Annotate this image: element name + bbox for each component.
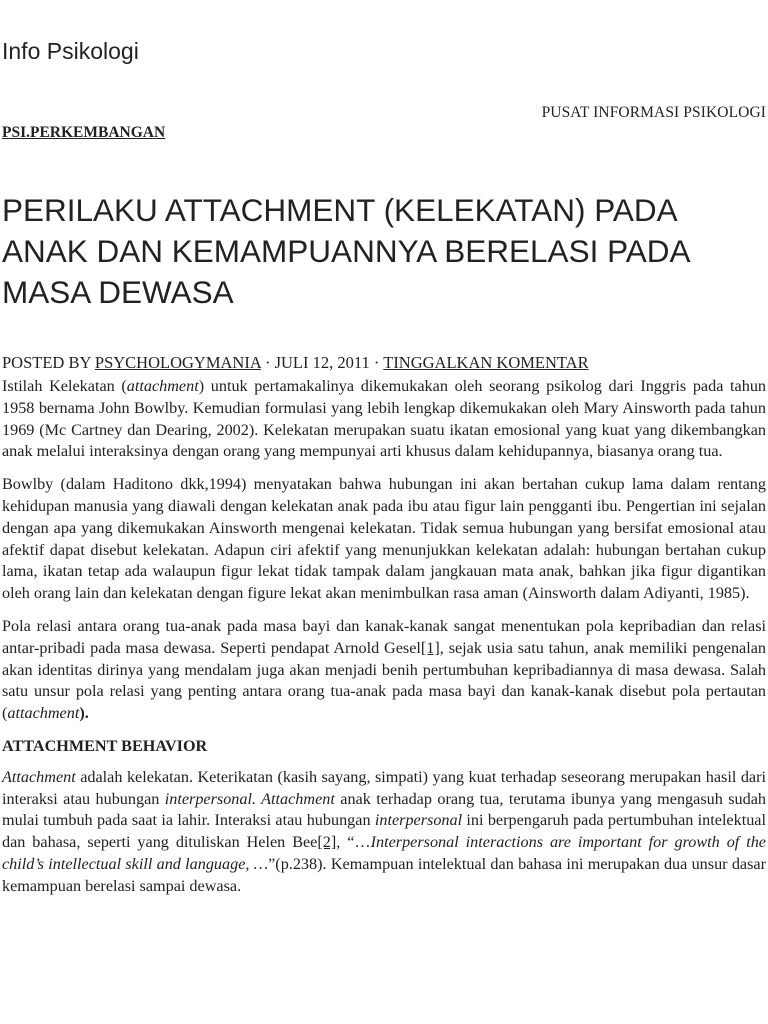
- text: ) untuk pertamakalinya dikemukakan oleh seorang psikolog dari Inggris pada tahun 1958 bernama John Bowlby. Kemudian formulasi yang lebih lengkap dikemukakan oleh Mary Ainsworth pada tahun 1969 (Mc Cartney dan Dearing, 2002). Kelekatan merupakan suatu ikatan emosional yang kuat yang dikembangkan anak melalui interaksinya dengan orang yang mempunyai arti khusus dalam kehidupannya, biasanya orang tua.: [2, 377, 767, 461]
- text: ).: [79, 704, 89, 723]
- post-meta: [2, 353, 589, 373]
- post-content: [2, 376, 766, 910]
- paragraph-3: [2, 616, 766, 725]
- text: anak terhadap orang tua, terutama ibunya yang mengasuh sudah mulai tumbuh pada saat ia lahir. Interaksi atau hubungan: [2, 789, 766, 830]
- text: , sejak usia satu tahun, anak memiliki pengenalan akan identitas dirinya yang mendalam juga akan menjadi benih pertumbuhan kepribadiannya di masa dewasa. Salah satu unsur pola relasi yang penting antara orang tua-anak pada masa bayi dan kanak-kanak disebut pola pertautan (: [2, 638, 766, 723]
- paragraph-4: [2, 767, 766, 898]
- meta-separator: ·: [260, 353, 275, 372]
- site-title[interactable]: Info Psikologi: [2, 38, 139, 64]
- text: , “…: [336, 833, 371, 852]
- section-heading: ATTACHMENT BEHAVIOR: [2, 736, 208, 755]
- text: Pola relasi antara orang tua-anak pada masa bayi dan kanak-kanak sangat menentukan pola kepribadian dan relasi antar-pribadi pada masa dewasa. Seperti pendapat Arnold Gesel: [2, 616, 766, 657]
- italic-term: interpersonal. Attachment: [164, 789, 335, 808]
- leave-comment-link[interactable]: TINGGALKAN KOMENTAR: [383, 353, 589, 372]
- text: ini berpengaruh pada pertumbuhan intelektual dan bahasa, seperti yang dituliskan Helen Bee: [2, 811, 766, 852]
- italic-term: attachment: [7, 704, 80, 723]
- meta-separator: ·: [369, 353, 384, 372]
- site-tagline: PUSAT INFORMASI PSIKOLOGI: [541, 104, 766, 121]
- category-link[interactable]: PSI.PERKEMBANGAN: [2, 124, 166, 141]
- author-link[interactable]: PSYCHOLOGYMANIA: [94, 353, 261, 372]
- text: adalah kelekatan. Keterikatan (kasih sayang, simpati) yang kuat terhadap seseorang merupakan hasil dari interaksi atau hubungan: [2, 767, 766, 808]
- footnote-link-2[interactable]: [2]: [317, 833, 337, 852]
- paragraph-2: Bowlby (dalam Haditono dkk,1994) menyatakan bahwa hubungan ini akan bertahan cukup lama dalam rentang kehidupan manusia yang diawali dengan kelekatan anak pada ibu atau figur lain pengganti ibu. Pengertian ini sejalan dengan apa yang dikemukakan Ainsworth mengenai kelekatan. Tidak semua hubungan yang bersifat emosional atau afektif dapat disebut kelekatan. Adapun ciri afektif yang menunjukkan kelekatan adalah: hubungan bertahan cukup lama, ikatan tetap ada walaupun figur lekat tidak tampak dalam jangkauan mata anak, bahkan jika figur digantikan oleh orang lain dan kelekatan dengan figure lekat akan menimbulkan rasa aman (Ainsworth dalam Adiyanti, 1985).: [2, 475, 766, 603]
- italic-quote: Interpersonal interactions are important for growth of the child’s intellectual skill and language, …: [2, 833, 766, 873]
- post-date: JULI 12, 2011: [274, 353, 370, 372]
- posted-by-label: POSTED BY: [2, 353, 91, 372]
- paragraph-1: [2, 376, 766, 463]
- text: Istilah Kelekatan (: [2, 377, 127, 395]
- italic-term: attachment: [126, 377, 199, 395]
- text: ”(p.238). Kemampuan intelektual dan bahasa ini merupakan dua unsur dasar kemampuan berelasi sampai dewasa.: [2, 854, 766, 895]
- footnote-link-1[interactable]: [1]: [420, 638, 440, 657]
- post-title: PERILAKU ATTACHMENT (KELEKATAN) PADA ANAK DAN KEMAMPUANNYA BERELASI PADA MASA DEWASA: [2, 192, 689, 310]
- italic-term: Attachment: [2, 767, 76, 786]
- italic-term: interpersonal: [374, 811, 463, 830]
